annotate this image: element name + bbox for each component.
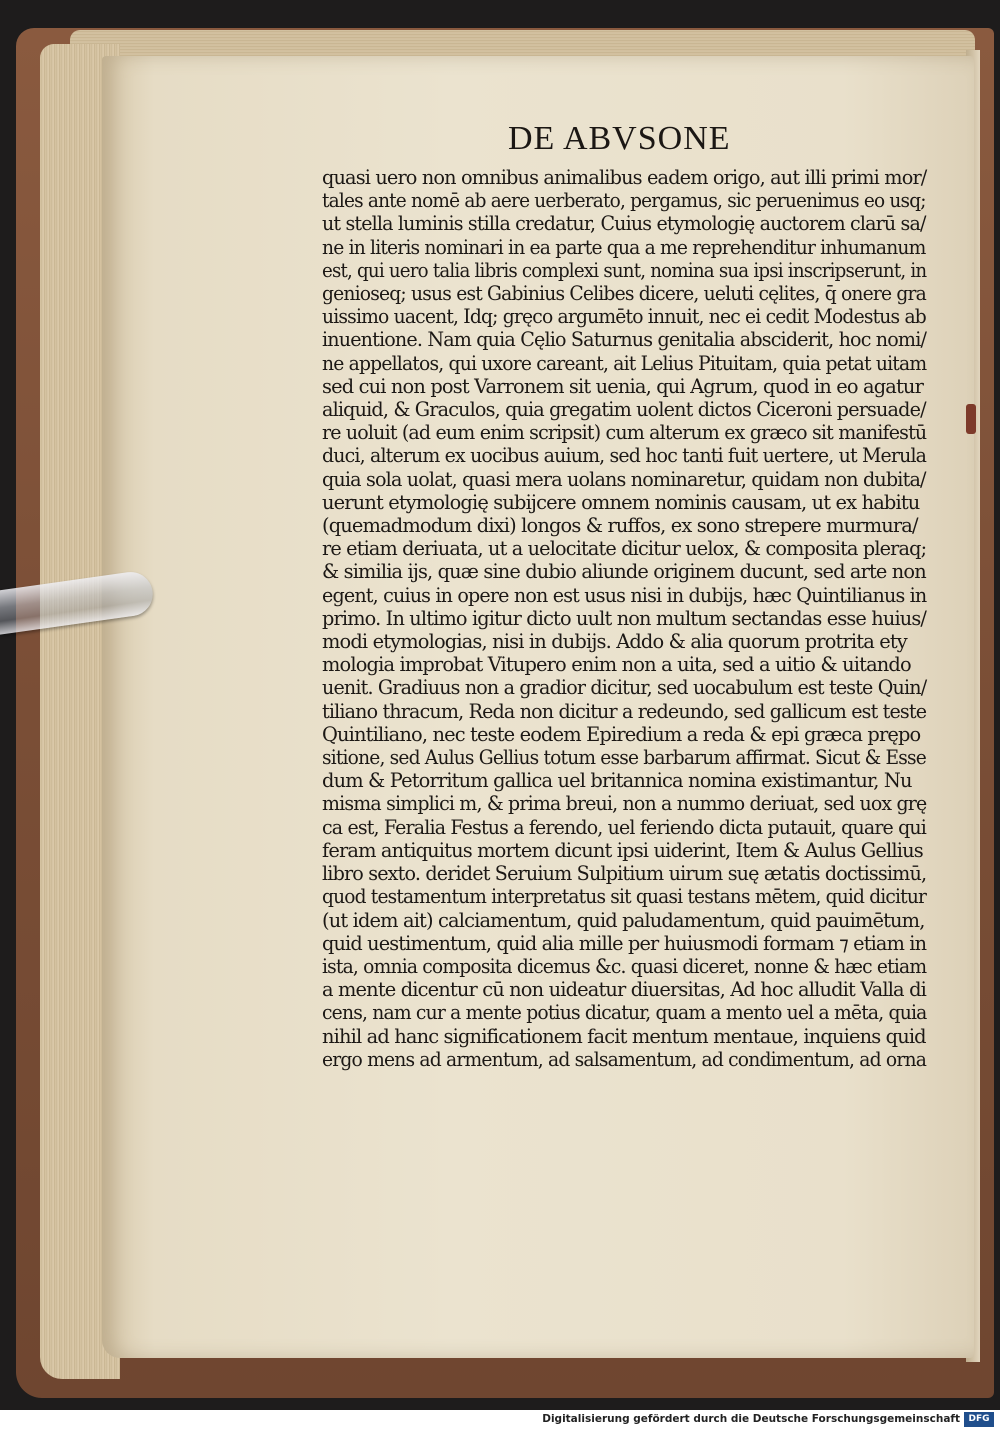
text-line: sed cui non post Varronem sit uenia, qui Agrum, quod in eo agatur <box>322 374 923 398</box>
text-line: tales ante nomē ab aere uerberato, pergamus, sic peruenimus eo usq; <box>322 189 926 213</box>
page-edges-top <box>70 30 975 58</box>
text-line: primo. In ultimo igitur dicto uult non multum sectandas esse huius/ <box>322 606 927 630</box>
text-line: & similia ijs, quæ sine dubio aliunde originem ducunt, sed arte non <box>322 560 926 584</box>
text-line: Quintiliano, nec teste eodem Epiredium a reda & epi græca prępo <box>322 722 921 746</box>
text-line: misma simplici m, & prima breui, non a nummo deriuat, sed uox grę <box>322 792 927 816</box>
text-line: ca est, Feralia Festus a ferendo, uel feriendo dicta putauit, quare qui <box>322 815 927 839</box>
text-line: uenit. Gradiuus non a gradior dicitur, sed uocabulum est teste Quin/ <box>322 676 927 700</box>
body-text <box>322 166 926 1071</box>
text-line: est, qui uero talia libris complexi sunt, nomina sua ipsi inscripserunt, in <box>322 258 927 282</box>
text-line: quasi uero non omnibus animalibus eadem origo, aut illi primi mor/ <box>322 166 927 189</box>
text-line: a mente dicentur cū non uideatur diuersitas, Ad hoc alludit Valla di <box>322 978 926 1002</box>
footer-bar <box>0 1410 1000 1430</box>
text-line: (quemadmodum dixi) longos & ruffos, ex sono strepere murmura/ <box>322 514 918 538</box>
text-line: re uoluit (ad eum enim scripsit) cum alterum ex græco sit manifestū <box>322 421 927 445</box>
text-line: uissimo uacent, Idq; gręco argumēto innuit, nec ei cedit Modestus ab <box>322 305 926 329</box>
text-line: feram antiquitus mortem dicunt ipsi uiderint, Item & Aulus Gellius <box>322 838 923 862</box>
text-line: mologia improbat Vitupero enim non a uita, sed a uitio & uitando <box>322 653 911 677</box>
bookmark-tab <box>966 404 976 434</box>
text-line: duci, alterum ex uocibus auium, sed hoc tanti fuit uertere, ut Merula <box>322 444 927 468</box>
text-line: ne appellatos, qui uxore careant, ait Lelius Pituitam, quia petat uitam <box>322 351 927 375</box>
text-line: quia sola uolat, quasi mera uolans nominaretur, quidam non dubita/ <box>322 467 926 491</box>
text-line: aliquid, & Graculos, quia gregatim uolent dictos Ciceroni persuade/ <box>322 398 926 422</box>
text-line: tiliano thracum, Reda non dicitur a redeundo, sed gallicum est teste <box>322 699 927 723</box>
text-line: genioseq; usus est Gabinius Celibes dicere, ueluti cęlites, q̄ onere gra <box>322 282 927 306</box>
text-line: dum & Petorritum gallica uel britannica nomina existimantur, Nu <box>322 769 912 793</box>
text-line: egent, cuius in opere non est usus nisi in dubijs, hæc Quintilianus in <box>322 583 927 607</box>
text-line: cens, nam cur a mente potius dicatur, quam a mento uel a mēta, quia <box>322 1001 927 1025</box>
text-line: uerunt etymologię subijcere omnem nominis causam, ut ex habitu <box>322 490 920 514</box>
text-line: nihil ad hanc significationem facit mentum mentaue, inquiens quid <box>322 1024 926 1048</box>
text-line: inuentione. Nam quia Cęlio Saturnus genitalia absciderit, hoc nomi/ <box>322 328 927 352</box>
text-line: ut stella luminis stilla credatur, Cuius etymologię auctorem clarū sa/ <box>322 212 926 236</box>
text-line: ne in literis nominari in ea parte qua a me reprehenditur inhumanum <box>322 235 926 259</box>
page-heading: DE ABVSONE <box>508 120 731 157</box>
text-line: modi etymologias, nisi in dubijs. Addo & alia quorum protrita ety <box>322 630 907 654</box>
text-line: ergo mens ad armentum, ad salsamentum, ad condimentum, ad orna <box>322 1047 927 1071</box>
dfg-logo-icon: DFG <box>964 1412 994 1427</box>
text-line: quod testamentum interpretatus sit quasi testans mētem, quid dicitur <box>322 885 927 909</box>
text-line: libro sexto. deridet Seruium Sulpitium uirum suę ætatis doctissimū, <box>322 862 927 886</box>
funding-credit: Digitalisierung gefördert durch die Deutsche Forschungsgemeinschaft <box>542 1413 960 1425</box>
text-line: (ut idem ait) calciamentum, quid paludamentum, quid pauimētum, <box>322 908 925 932</box>
text-line: re etiam deriuata, ut a uelocitate dicitur uelox, & composita pleraq; <box>322 537 927 561</box>
text-line: sitione, sed Aulus Gellius totum esse barbarum affirmat. Sicut & Esse <box>322 746 926 770</box>
text-line: ista, omnia composita dicemus &c. quasi diceret, nonne & hæc etiam <box>322 954 927 978</box>
text-line: quid uestimentum, quid alia mille per huiusmodi formam ⁊ etiam in <box>322 931 927 955</box>
